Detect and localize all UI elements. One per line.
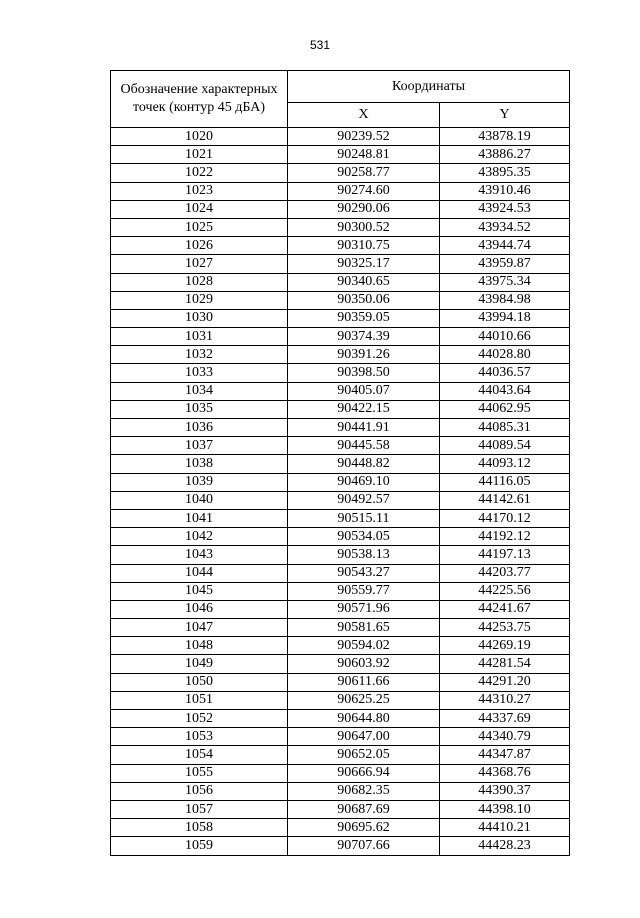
x-coordinate-cell: 90603.92 [288, 655, 440, 673]
x-coordinate-cell: 90543.27 [288, 564, 440, 582]
point-id-cell: 1033 [111, 364, 288, 382]
table-row [111, 273, 570, 291]
y-coordinate-cell: 44410.21 [440, 819, 570, 837]
table-row [111, 473, 570, 491]
point-id-cell: 1027 [111, 255, 288, 273]
x-coordinate-cell: 90682.35 [288, 782, 440, 800]
x-coordinate-cell: 90515.11 [288, 509, 440, 527]
x-coordinate-cell: 90448.82 [288, 455, 440, 473]
table-row [111, 382, 570, 400]
y-coordinate-cell: 44085.31 [440, 419, 570, 437]
table-row [111, 237, 570, 255]
y-coordinate-cell: 44269.19 [440, 637, 570, 655]
x-coordinate-cell: 90469.10 [288, 473, 440, 491]
point-id-cell: 1046 [111, 600, 288, 618]
y-coordinate-cell: 43994.18 [440, 309, 570, 327]
point-id-cell: 1039 [111, 473, 288, 491]
point-id-cell: 1021 [111, 146, 288, 164]
table-row [111, 728, 570, 746]
x-coordinate-cell: 90559.77 [288, 582, 440, 600]
table-row [111, 800, 570, 818]
coordinates-header: Координаты [288, 71, 570, 103]
point-id-cell: 1038 [111, 455, 288, 473]
point-id-cell: 1028 [111, 273, 288, 291]
table-row [111, 619, 570, 637]
x-coordinate-cell: 90707.66 [288, 837, 440, 855]
table-row [111, 600, 570, 618]
table-header [111, 71, 570, 128]
table-row [111, 400, 570, 418]
x-coordinate-cell: 90644.80 [288, 710, 440, 728]
y-coordinate-cell: 43878.19 [440, 128, 570, 146]
point-id-cell: 1054 [111, 746, 288, 764]
y-coordinate-cell: 44310.27 [440, 691, 570, 709]
table-row [111, 346, 570, 364]
y-coordinate-cell: 44337.69 [440, 710, 570, 728]
point-id-cell: 1055 [111, 764, 288, 782]
point-id-cell: 1048 [111, 637, 288, 655]
y-coordinate-cell: 43895.35 [440, 164, 570, 182]
y-coordinate-cell: 44036.57 [440, 364, 570, 382]
y-coordinate-cell: 44010.66 [440, 328, 570, 346]
x-coordinate-cell: 90422.15 [288, 400, 440, 418]
table-row [111, 710, 570, 728]
y-coordinate-cell: 44225.56 [440, 582, 570, 600]
point-id-cell: 1023 [111, 182, 288, 200]
x-coordinate-cell: 90492.57 [288, 491, 440, 509]
x-coordinate-cell: 90445.58 [288, 437, 440, 455]
table-row [111, 655, 570, 673]
table-row [111, 637, 570, 655]
point-id-cell: 1044 [111, 564, 288, 582]
table-row [111, 528, 570, 546]
point-id-cell: 1052 [111, 710, 288, 728]
x-coordinate-cell: 90652.05 [288, 746, 440, 764]
y-coordinate-cell: 44197.13 [440, 546, 570, 564]
y-coordinate-cell: 44398.10 [440, 800, 570, 818]
point-id-cell: 1059 [111, 837, 288, 855]
x-coordinate-cell: 90534.05 [288, 528, 440, 546]
table-row [111, 128, 570, 146]
table-row [111, 164, 570, 182]
point-id-cell: 1026 [111, 237, 288, 255]
table-row [111, 419, 570, 437]
x-coordinate-cell: 90625.25 [288, 691, 440, 709]
x-coordinate-cell: 90538.13 [288, 546, 440, 564]
y-coordinate-cell: 44253.75 [440, 619, 570, 637]
y-coordinate-cell: 43959.87 [440, 255, 570, 273]
x-coordinate-cell: 90350.06 [288, 291, 440, 309]
point-id-cell: 1036 [111, 419, 288, 437]
x-coordinate-cell: 90581.65 [288, 619, 440, 637]
point-id-cell: 1043 [111, 546, 288, 564]
y-coordinate-cell: 44116.05 [440, 473, 570, 491]
point-id-cell: 1031 [111, 328, 288, 346]
x-coordinate-cell: 90405.07 [288, 382, 440, 400]
x-coordinate-cell: 90300.52 [288, 218, 440, 236]
y-coordinate-cell: 44340.79 [440, 728, 570, 746]
table-row [111, 564, 570, 582]
y-coordinate-cell: 43886.27 [440, 146, 570, 164]
y-coordinate-cell: 44062.95 [440, 400, 570, 418]
table-row [111, 673, 570, 691]
table-row [111, 582, 570, 600]
table-row [111, 691, 570, 709]
point-id-cell: 1041 [111, 509, 288, 527]
point-id-cell: 1035 [111, 400, 288, 418]
y-coordinate-cell: 44347.87 [440, 746, 570, 764]
point-id-cell: 1037 [111, 437, 288, 455]
y-coordinate-cell: 44192.12 [440, 528, 570, 546]
x-coordinate-cell: 90248.81 [288, 146, 440, 164]
table-row [111, 146, 570, 164]
point-id-cell: 1020 [111, 128, 288, 146]
table-row [111, 491, 570, 509]
y-coordinate-cell: 44142.61 [440, 491, 570, 509]
y-coordinate-cell: 44390.37 [440, 782, 570, 800]
y-coordinate-cell: 43975.34 [440, 273, 570, 291]
x-coordinate-cell: 90340.65 [288, 273, 440, 291]
point-id-cell: 1050 [111, 673, 288, 691]
table-row [111, 546, 570, 564]
table-row [111, 218, 570, 236]
table-row [111, 437, 570, 455]
table-row [111, 309, 570, 327]
x-coordinate-cell: 90391.26 [288, 346, 440, 364]
point-id-cell: 1051 [111, 691, 288, 709]
point-id-cell: 1032 [111, 346, 288, 364]
point-id-cell: 1029 [111, 291, 288, 309]
x-coordinate-cell: 90274.60 [288, 182, 440, 200]
y-coordinate-cell: 44170.12 [440, 509, 570, 527]
x-coordinate-cell: 90695.62 [288, 819, 440, 837]
table-row [111, 746, 570, 764]
points-label-header: Обозначение характерных точек (контур 45 дБА) [111, 71, 288, 128]
y-coordinate-cell: 44203.77 [440, 564, 570, 582]
table-row [111, 328, 570, 346]
x-coordinate-cell: 90441.91 [288, 419, 440, 437]
point-id-cell: 1040 [111, 491, 288, 509]
y-coordinate-cell: 44428.23 [440, 837, 570, 855]
point-id-cell: 1047 [111, 619, 288, 637]
table-row [111, 182, 570, 200]
point-id-cell: 1022 [111, 164, 288, 182]
x-coordinate-cell: 90290.06 [288, 200, 440, 218]
point-id-cell: 1024 [111, 200, 288, 218]
x-coordinate-cell: 90687.69 [288, 800, 440, 818]
table-row [111, 819, 570, 837]
x-coordinate-cell: 90666.94 [288, 764, 440, 782]
y-header: Y [440, 103, 570, 128]
x-coordinate-cell: 90239.52 [288, 128, 440, 146]
y-coordinate-cell: 44281.54 [440, 655, 570, 673]
table-row [111, 764, 570, 782]
point-id-cell: 1056 [111, 782, 288, 800]
point-id-cell: 1034 [111, 382, 288, 400]
x-coordinate-cell: 90374.39 [288, 328, 440, 346]
y-coordinate-cell: 43910.46 [440, 182, 570, 200]
y-coordinate-cell: 44043.64 [440, 382, 570, 400]
table-row [111, 291, 570, 309]
point-id-cell: 1049 [111, 655, 288, 673]
point-id-cell: 1030 [111, 309, 288, 327]
x-coordinate-cell: 90594.02 [288, 637, 440, 655]
y-coordinate-cell: 44291.20 [440, 673, 570, 691]
point-id-cell: 1053 [111, 728, 288, 746]
coordinates-table [110, 70, 570, 856]
point-id-cell: 1057 [111, 800, 288, 818]
table-row [111, 200, 570, 218]
y-coordinate-cell: 44241.67 [440, 600, 570, 618]
y-coordinate-cell: 44089.54 [440, 437, 570, 455]
x-coordinate-cell: 90571.96 [288, 600, 440, 618]
point-id-cell: 1058 [111, 819, 288, 837]
table-body [111, 128, 570, 856]
y-coordinate-cell: 43984.98 [440, 291, 570, 309]
y-coordinate-cell: 44028.80 [440, 346, 570, 364]
table-row [111, 455, 570, 473]
x-coordinate-cell: 90310.75 [288, 237, 440, 255]
page-number: 531 [309, 38, 331, 52]
table-row [111, 255, 570, 273]
y-coordinate-cell: 43924.53 [440, 200, 570, 218]
y-coordinate-cell: 44093.12 [440, 455, 570, 473]
table-row [111, 509, 570, 527]
table-row [111, 782, 570, 800]
x-coordinate-cell: 90258.77 [288, 164, 440, 182]
x-header: X [288, 103, 440, 128]
y-coordinate-cell: 43934.52 [440, 218, 570, 236]
table-row [111, 364, 570, 382]
y-coordinate-cell: 44368.76 [440, 764, 570, 782]
x-coordinate-cell: 90359.05 [288, 309, 440, 327]
x-coordinate-cell: 90611.66 [288, 673, 440, 691]
point-id-cell: 1042 [111, 528, 288, 546]
x-coordinate-cell: 90398.50 [288, 364, 440, 382]
y-coordinate-cell: 43944.74 [440, 237, 570, 255]
table-row [111, 837, 570, 855]
x-coordinate-cell: 90325.17 [288, 255, 440, 273]
point-id-cell: 1045 [111, 582, 288, 600]
x-coordinate-cell: 90647.00 [288, 728, 440, 746]
point-id-cell: 1025 [111, 218, 288, 236]
